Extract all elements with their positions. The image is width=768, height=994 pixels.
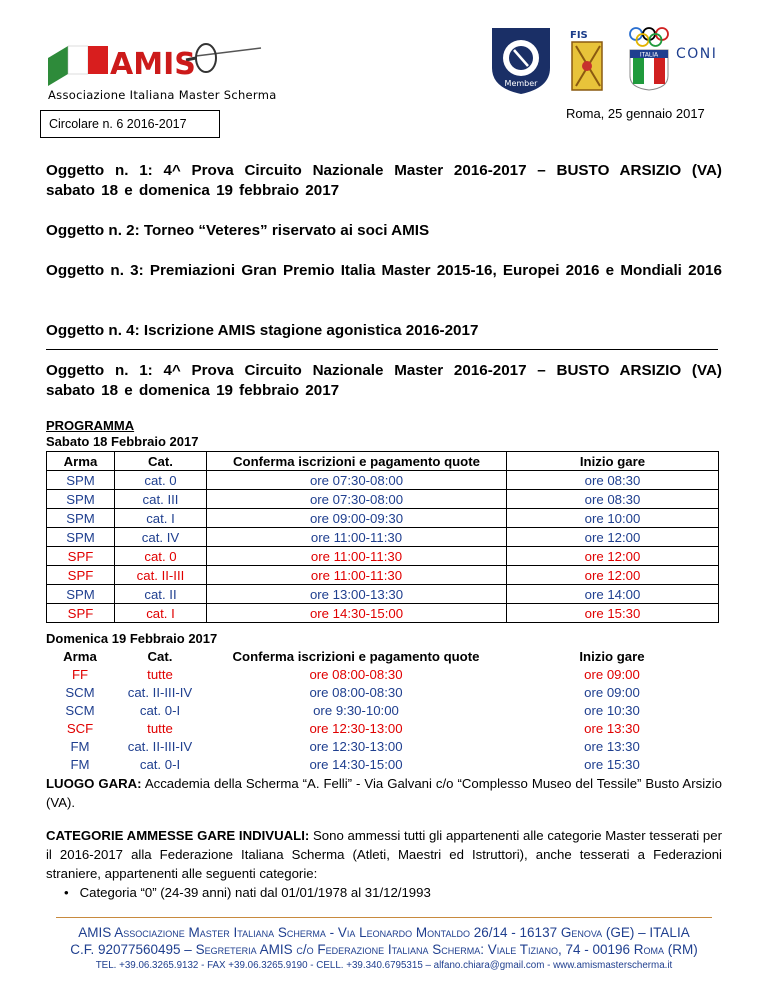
efm-member-logo <box>488 24 554 96</box>
coni-logo <box>624 24 720 92</box>
saturday-row <box>47 509 719 528</box>
categorie-bullet <box>64 883 704 902</box>
saturday-row <box>47 471 719 490</box>
sunday-title: Domenica 19 Febbraio 2017 <box>46 631 218 646</box>
object-4: Oggetto n. 4: Iscrizione AMIS stagione agonistica 2016-2017 <box>46 322 479 339</box>
header-conferma: Conferma iscrizioni e pagamento quote <box>207 452 507 471</box>
conferma-cell: ore 14:30-15:00 <box>309 757 403 772</box>
arma-cell: SCM <box>65 685 95 700</box>
coni-label: CONI <box>676 46 718 62</box>
header-conferma: Conferma iscrizioni e pagamento quote <box>232 649 480 664</box>
arma-cell: SPF <box>47 547 115 566</box>
saturday-title: Sabato 18 Febbraio 2017 <box>46 434 199 449</box>
object-2: Oggetto n. 2: Torneo “Veteres” riservato ai soci AMIS <box>46 222 430 239</box>
inizio-cell: ore 09:00 <box>584 667 640 682</box>
inizio-cell: ore 08:30 <box>507 490 719 509</box>
conferma-cell: ore 11:00-11:30 <box>207 566 507 585</box>
cat-cell: cat. 0 <box>115 547 207 566</box>
conferma-cell: ore 09:00-09:30 <box>207 509 507 528</box>
saturday-row <box>47 604 719 623</box>
cat-cell: cat. IV <box>115 528 207 547</box>
arma-cell: SPM <box>47 509 115 528</box>
cat-cell: cat. I <box>115 509 207 528</box>
categorie-bullet-text: Categoria “0” (24-39 anni) nati dal 01/01/1978 al 31/12/1993 <box>79 885 431 900</box>
arma-cell: SPM <box>47 585 115 604</box>
conferma-cell: ore 13:00-13:30 <box>207 585 507 604</box>
object-1-detail-heading: Oggetto n. 1: 4^ Prova Circuito Nazionale Master 2016-2017 – BUSTO ARSIZIO (VA) sabato 18 e domenica 19 febbraio 2017 <box>46 362 722 399</box>
conferma-cell: ore 12:30-13:00 <box>309 721 403 736</box>
inizio-cell: ore 12:00 <box>507 566 719 585</box>
cat-cell: tutte <box>147 667 173 682</box>
arma-cell: SCF <box>66 721 94 736</box>
saturday-row <box>47 528 719 547</box>
object-3: Oggetto n. 3: Premiazioni Gran Premio Italia Master 2015-16, Europei 2016 e Mondiali 2016 <box>46 262 722 279</box>
cat-cell: cat. II <box>115 585 207 604</box>
circular-number: Circolare n. 6 2016-2017 <box>40 110 220 138</box>
cat-cell: cat. III <box>115 490 207 509</box>
fis-logo-label: FIS <box>570 30 588 41</box>
fis-logo <box>566 26 608 96</box>
efm-logo-label: Member <box>504 79 538 88</box>
arma-cell: SPM <box>47 528 115 547</box>
saturday-row <box>47 585 719 604</box>
arma-cell: SPM <box>47 471 115 490</box>
sunday-table-header <box>46 648 716 666</box>
header-inizio: Inizio gare <box>507 452 719 471</box>
sunday-row <box>46 666 716 684</box>
footer-address: AMIS Associazione Master Italiana Scherma - Via Leonardo Montaldo 26/14 - 16137 Genova (GE) – ITALIA <box>78 925 690 940</box>
cat-cell: tutte <box>147 721 173 736</box>
categorie-label: CATEGORIE AMMESSE GARE INDIVUALI: <box>46 828 310 843</box>
saturday-table <box>46 451 719 623</box>
inizio-cell: ore 15:30 <box>584 757 640 772</box>
conferma-cell: ore 07:30-08:00 <box>207 490 507 509</box>
arma-cell: SPF <box>47 566 115 585</box>
amis-logo-text: AMIS <box>110 47 196 82</box>
cat-cell: cat. II-III-IV <box>127 685 193 700</box>
programma-title: PROGRAMMA <box>46 418 135 433</box>
conferma-cell: ore 12:30-13:00 <box>309 739 403 754</box>
header-inizio: Inizio gare <box>579 649 645 664</box>
conferma-cell: ore 9:30-10:00 <box>313 703 399 718</box>
conferma-cell: ore 14:30-15:00 <box>207 604 507 623</box>
footer-rule <box>56 917 712 918</box>
conferma-cell: ore 11:00-11:30 <box>207 547 507 566</box>
luogo-label: LUOGO GARA: <box>46 776 142 791</box>
amis-tagline: Associazione Italiana Master Scherma <box>48 88 277 102</box>
saturday-row <box>47 490 719 509</box>
inizio-cell: ore 15:30 <box>507 604 719 623</box>
saturday-row <box>47 566 719 585</box>
cat-cell: cat. II-III <box>115 566 207 585</box>
inizio-cell: ore 08:30 <box>507 471 719 490</box>
arma-cell: FF <box>71 667 89 682</box>
sunday-row <box>46 720 716 738</box>
sunday-table <box>46 648 716 774</box>
separator-line <box>46 349 718 350</box>
cat-cell: cat. I <box>115 604 207 623</box>
sunday-row <box>46 702 716 720</box>
header-arma: Arma <box>47 452 115 471</box>
conferma-cell: ore 07:30-08:00 <box>207 471 507 490</box>
conferma-cell: ore 08:00-08:30 <box>309 667 403 682</box>
inizio-cell: ore 12:00 <box>507 547 719 566</box>
inizio-cell: ore 10:30 <box>584 703 640 718</box>
header-arma: Arma <box>63 649 97 664</box>
luogo-text: Accademia della Scherma “A. Felli” - Via Galvani c/o “Complesso Museo del Tessile” Busto Arsizio (VA). <box>46 776 722 810</box>
arma-cell: SCM <box>65 703 95 718</box>
inizio-cell: ore 12:00 <box>507 528 719 547</box>
cat-cell: cat. 0 <box>115 471 207 490</box>
categorie-paragraph <box>46 826 722 883</box>
document-date: Roma, 25 gennaio 2017 <box>566 106 705 121</box>
italia-label: ITALIA <box>639 51 659 59</box>
luogo-gara <box>46 774 722 812</box>
inizio-cell: ore 14:00 <box>507 585 719 604</box>
footer-fiscal: C.F. 92077560495 – Segreteria AMIS c/o Federazione Italiana Scherma: Viale Tiziano, 74 - 00196 Roma (RM) <box>70 942 698 957</box>
saturday-table-header <box>47 452 719 471</box>
arma-cell: FM <box>70 757 90 772</box>
conferma-cell: ore 11:00-11:30 <box>207 528 507 547</box>
inizio-cell: ore 10:00 <box>507 509 719 528</box>
sunday-row <box>46 684 716 702</box>
cat-cell: cat. II-III-IV <box>127 739 193 754</box>
bullet-icon: • <box>64 885 69 900</box>
object-1: Oggetto n. 1: 4^ Prova Circuito Nazionale Master 2016-2017 – BUSTO ARSIZIO (VA) sabato 18 e domenica 19 febbraio 2017 <box>46 162 722 199</box>
inizio-cell: ore 13:30 <box>584 739 640 754</box>
header-cat: Cat. <box>147 649 173 664</box>
cat-cell: cat. 0-I <box>139 703 181 718</box>
inizio-cell: ore 09:00 <box>584 685 640 700</box>
inizio-cell: ore 13:30 <box>584 721 640 736</box>
header-cat: Cat. <box>115 452 207 471</box>
arma-cell: FM <box>70 739 90 754</box>
cat-cell: cat. 0-I <box>139 757 181 772</box>
categorie-text: Sono ammessi tutti gli appartenenti alle categorie Master tesserati per il 2016-2017 alla Federazione Italiana Scherma (Atleti, Maestri ed Istruttori), anche tesserati a Federazioni straniere, appartenenti alle seguenti categorie: <box>46 828 722 881</box>
saturday-row <box>47 547 719 566</box>
arma-cell: SPF <box>47 604 115 623</box>
arma-cell: SPM <box>47 490 115 509</box>
conferma-cell: ore 08:00-08:30 <box>309 685 403 700</box>
footer-contacts: TEL. +39.06.3265.9132 - FAX +39.06.3265.9190 - CELL. +39.340.6795315 – alfano.chiara@gmail.com - www.amismasterscherma.it <box>95 960 673 971</box>
sunday-row <box>46 756 716 774</box>
sunday-row <box>46 738 716 756</box>
